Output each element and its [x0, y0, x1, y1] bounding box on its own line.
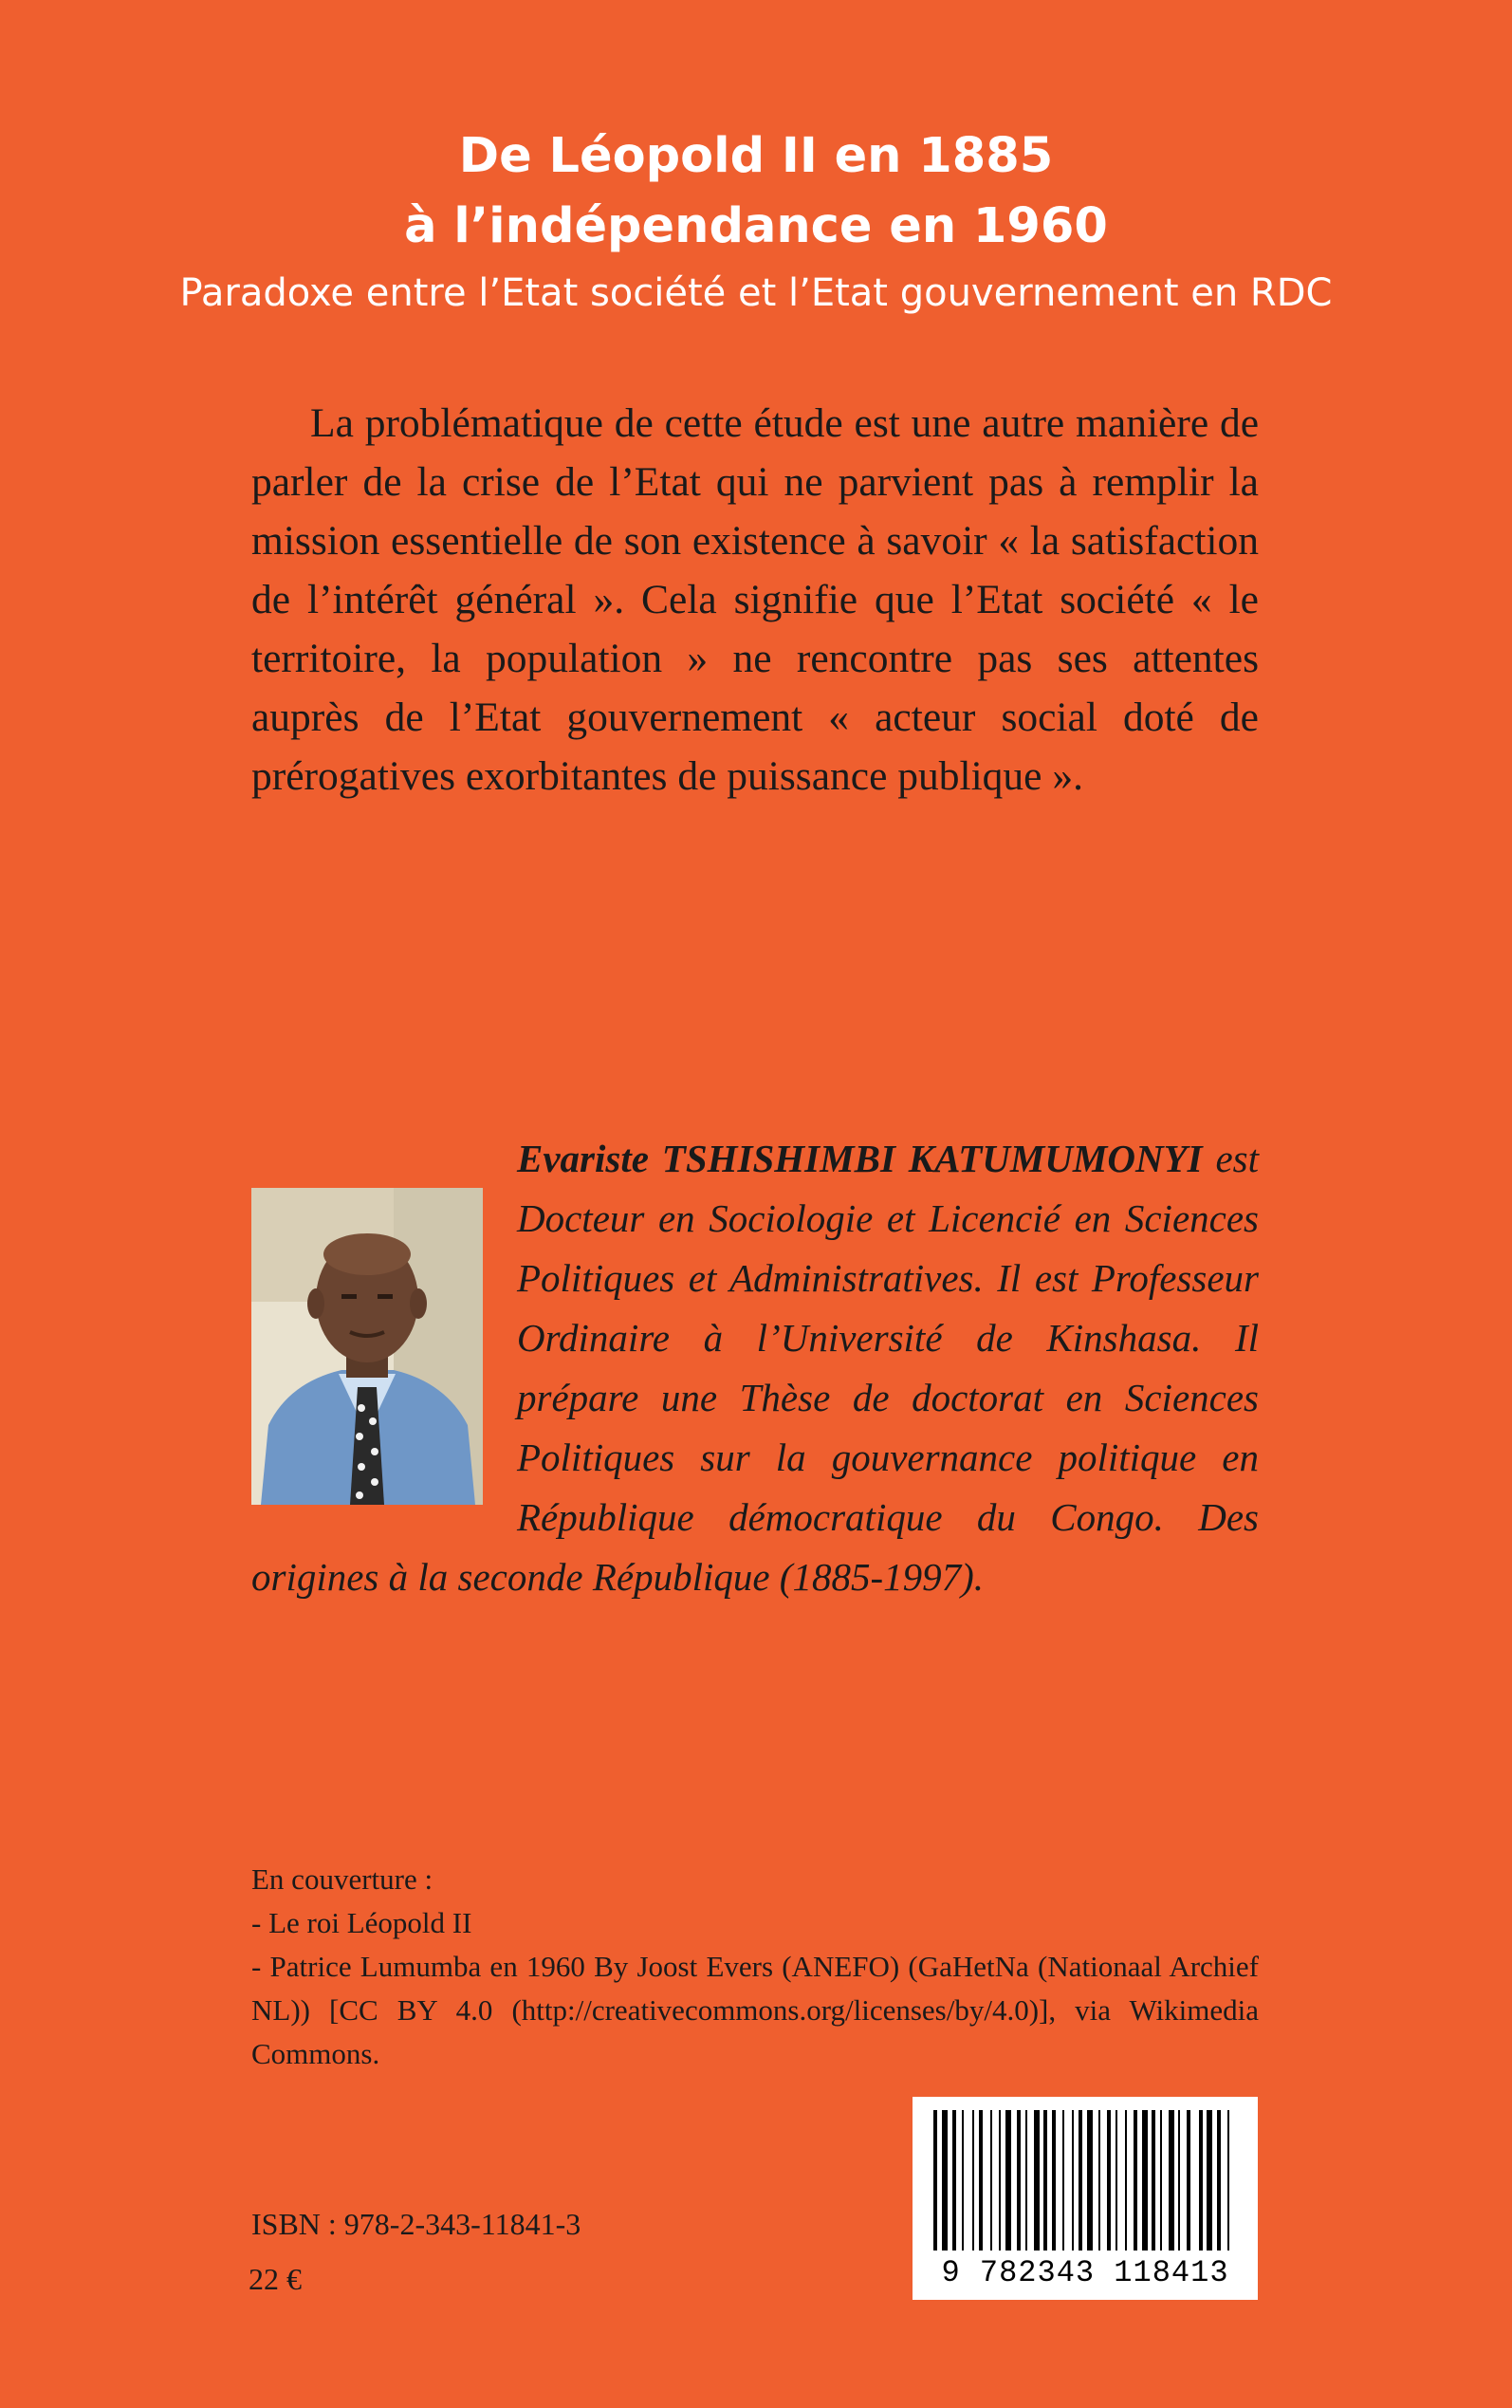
title-line-2: à l’indépendance en 1960: [404, 198, 1108, 254]
book-summary: La problématique de cette étude est une autre manière de parler de la crise de l’Etat qui ne parvient pas à remplir la mission essentielle de son existence à savoir « la satisfaction de l’intérêt général ». Cela signifie que l’Etat société « le territoire, la population » ne rencontre pas ses attentes auprès de l’Etat gouvernement « acteur social doté de prérogatives exorbitantes de puissance publique ».: [251, 400, 1259, 799]
credits-line-1: - Le roi Léopold II: [251, 1906, 472, 1939]
credits-line-2: - Patrice Lumumba en 1960 By Joost Evers (ANEFO) (GaHetNa (Nationaal Archief NL)) [CC BY 4.0 (http://creativecommons.org/licenses/by/4.0)], via Wikimedia Commons.: [251, 1950, 1259, 2070]
cover-credits: [251, 1858, 1259, 2076]
author-name: Evariste TSHISHIMBI KATUMUMONYI: [517, 1137, 1203, 1180]
isbn-text: ISBN : 978-2-343-11841-3: [251, 2207, 581, 2241]
author-photo: [251, 1188, 483, 1505]
subtitle: Paradoxe entre l’Etat société et l’Etat gouvernement en RDC: [179, 271, 1333, 315]
barcode-digits: 9 782343 118413: [941, 2255, 1229, 2290]
author-bio: est Docteur en Sociologie et Licencié en Sciences Politiques et Administratives. Il est Professeur Ordinaire à l’Université de Kinshasa. Il prépare une Thèse de doctorat en Sciences Politiques sur la gouvernance politique en République démocratique du Congo. Des origines à la seconde République (1885-1997).: [251, 1137, 1260, 1599]
isbn-barcode: [913, 2097, 1258, 2300]
author-block: [251, 1129, 1259, 1607]
cover-title-block: [0, 121, 1512, 323]
price: 22 €: [249, 2262, 302, 2296]
credits-heading: En couverture :: [251, 1862, 433, 1896]
title-line-1: De Léopold II en 1885: [458, 128, 1054, 184]
